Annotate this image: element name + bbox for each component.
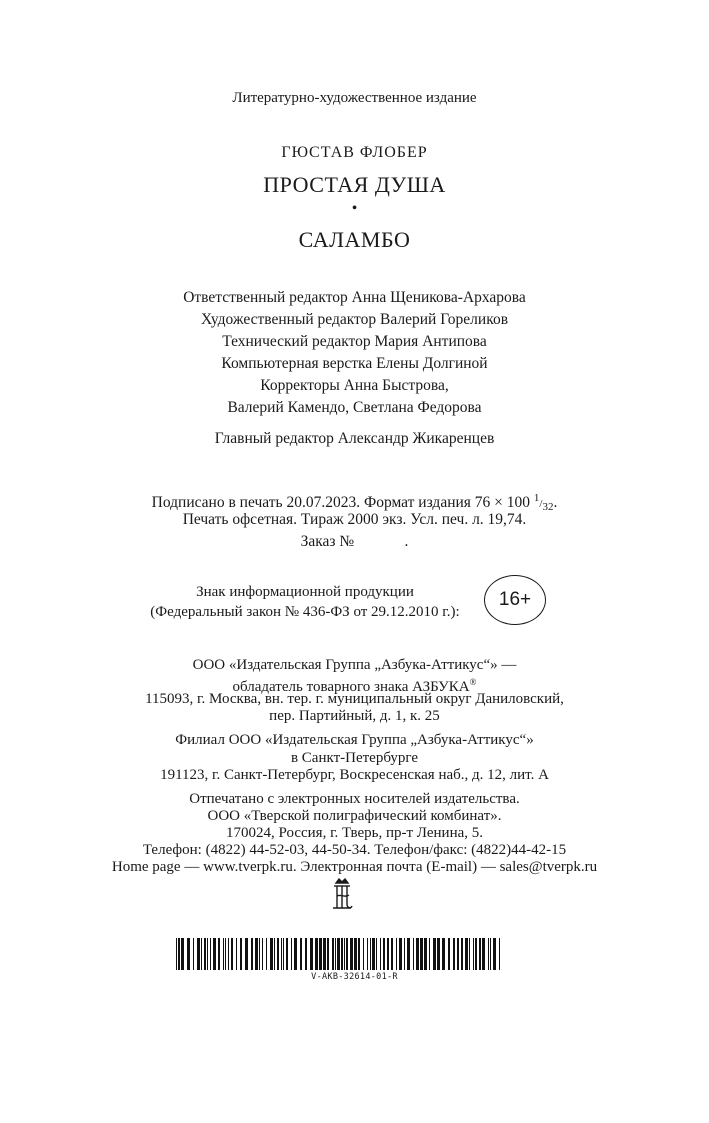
barcode-bar xyxy=(204,938,206,970)
imprint-line-2: Печать офсетная. Тираж 2000 экз. Усл. печ. л. 19,74. xyxy=(182,511,527,528)
proofreaders-line-1: Корректоры Анна Быстрова, xyxy=(260,377,449,394)
barcode-bar xyxy=(223,938,224,970)
barcode-bar xyxy=(327,938,329,970)
barcode-bar xyxy=(187,938,190,970)
barcode-bar xyxy=(420,938,423,970)
barcode-bar xyxy=(197,938,200,970)
barcode-bar xyxy=(433,938,436,970)
printer-contacts: Home page — www.tverpk.ru. Электронная почта (E-mail) — sales@tverpk.ru xyxy=(111,859,598,875)
barcode-bar xyxy=(341,938,343,970)
barcode-bar xyxy=(274,938,275,970)
barcode xyxy=(176,938,504,970)
barcode-bar xyxy=(465,938,468,970)
technical-editor: Технический редактор Мария Антипова xyxy=(222,333,487,350)
barcode-bar xyxy=(350,938,353,970)
printer-address: 170024, Россия, г. Тверь, пр-т Ленина, 5. xyxy=(226,825,483,841)
barcode-bar xyxy=(210,938,211,970)
imprint-line-1: Подписано в печать 20.07.2023. Формат издания 76 × 100 $^1/_{32}$. xyxy=(151,492,558,513)
barcode-bar xyxy=(399,938,402,970)
barcode-bar xyxy=(457,938,459,970)
barcode-bar xyxy=(305,938,307,970)
barcode-bar xyxy=(335,938,336,970)
age-rating-line-2: (Федеральный закон № 436-ФЗ от 29.12.2010 г.): xyxy=(150,604,460,620)
barcode-bar xyxy=(228,938,229,970)
barcode-bar xyxy=(490,938,491,970)
barcode-bar xyxy=(437,938,440,970)
barcode-bar xyxy=(240,938,242,970)
barcode-bar xyxy=(201,938,202,970)
barcode-bar xyxy=(383,938,385,970)
branch-line-1: Филиал ООО «Издательская Группа „Азбука-Аттикус“» xyxy=(175,732,534,748)
barcode-bar xyxy=(236,938,237,970)
publisher-address-1: 115093, г. Москва, вн. тер. г. муниципальный округ Даниловский, xyxy=(145,691,564,707)
barcode-bar xyxy=(337,938,340,970)
order-number: Заказ № . xyxy=(300,533,409,550)
barcode-bar xyxy=(283,938,284,970)
barcode-bar xyxy=(286,938,288,970)
barcode-label: V-AKB-32614-01-R xyxy=(311,972,398,982)
barcode-bar xyxy=(176,938,177,970)
branch-line-2: в Санкт-Петербурге xyxy=(290,750,419,766)
barcode-bar xyxy=(281,938,282,970)
barcode-bar xyxy=(416,938,419,970)
printer-line-1: Отпечатано с электронных носителей издательства. xyxy=(189,791,520,807)
barcode-bar xyxy=(259,938,260,970)
barcode-bar xyxy=(181,938,184,970)
executive-editor: Ответственный редактор Анна Щеникова-Архарова xyxy=(183,289,526,306)
barcode-bar xyxy=(344,938,345,970)
barcode-bar xyxy=(370,938,371,970)
barcode-bar xyxy=(396,938,397,970)
barcode-bar xyxy=(407,938,410,970)
format-fraction-denominator: 32 xyxy=(542,501,554,513)
barcode-bar xyxy=(391,938,393,970)
barcode-bar xyxy=(323,938,326,970)
barcode-bar xyxy=(482,938,485,970)
barcode-bar xyxy=(475,938,477,970)
barcode-bar xyxy=(218,938,220,970)
genre-line: Литературно-художественное издание xyxy=(232,90,477,106)
printer-line-2: ООО «Тверской полиграфический комбинат». xyxy=(207,808,502,824)
barcode-bar xyxy=(213,938,216,970)
barcode-bar xyxy=(315,938,318,970)
barcode-bar xyxy=(413,938,414,970)
imprint-line-1-text: Подписано в печать 20.07.2023. Формат издания 76 × 100 xyxy=(151,494,531,511)
proofreaders-line-2: Валерий Камендо, Светлана Федорова xyxy=(227,399,482,416)
publisher-trademark: обладатель товарного знака АЗБУКА xyxy=(232,679,470,695)
chief-editor: Главный редактор Александр Жикаренцев xyxy=(214,430,495,447)
barcode-bar xyxy=(453,938,455,970)
barcode-bar xyxy=(404,938,405,970)
barcode-bar xyxy=(499,938,500,970)
barcode-bar xyxy=(473,938,474,970)
barcode-bar xyxy=(178,938,180,970)
format-fraction-numerator: 1 xyxy=(533,492,540,504)
barcode-bar xyxy=(255,938,258,970)
barcode-bar xyxy=(448,938,450,970)
barcode-bar xyxy=(387,938,389,970)
author-name: ГЮСТАВ ФЛОБЕР xyxy=(281,144,428,161)
barcode-bar xyxy=(332,938,334,970)
barcode-bar xyxy=(251,938,253,970)
barcode-bar xyxy=(358,938,360,970)
barcode-bar xyxy=(277,938,279,970)
registered-mark: ® xyxy=(469,677,477,687)
barcode-bar xyxy=(442,938,445,970)
branch-address: 191123, г. Санкт-Петербург, Воскресенская наб., д. 12, лит. А xyxy=(160,767,549,783)
barcode-bar xyxy=(429,938,430,970)
barcode-bar xyxy=(372,938,375,970)
barcode-bar xyxy=(291,938,292,970)
barcode-bar xyxy=(294,938,297,970)
barcode-bar xyxy=(346,938,348,970)
age-rating-block xyxy=(0,575,709,625)
printer-logo-icon xyxy=(330,878,354,912)
barcode-bar xyxy=(207,938,208,970)
age-rating-badge: 16+ xyxy=(484,575,546,625)
barcode-bar xyxy=(376,938,377,970)
art-editor: Художественный редактор Валерий Гореликов xyxy=(200,311,509,328)
barcode-bar xyxy=(354,938,357,970)
barcode-bar xyxy=(266,938,267,970)
title-separator: • xyxy=(351,200,358,217)
barcode-bar xyxy=(193,938,194,970)
barcode-bar xyxy=(380,938,381,970)
barcode-bar xyxy=(461,938,463,970)
age-rating-text xyxy=(130,582,480,622)
publisher-line-1: ООО «Издательская Группа „Азбука-Аттикус“» — xyxy=(192,657,517,673)
age-rating-line-1: Знак информационной продукции xyxy=(196,584,414,600)
barcode-bar xyxy=(310,938,313,970)
barcode-bar xyxy=(488,938,489,970)
barcode-bar xyxy=(367,938,368,970)
book-title-1: ПРОСТАЯ ДУША xyxy=(263,172,446,197)
barcode-bar xyxy=(225,938,226,970)
barcode-bar xyxy=(424,938,427,970)
book-title-2: САЛАМБО xyxy=(298,227,411,252)
printer-phones: Телефон: (4822) 44-52-03, 44-50-34. Телефон/факс: (4822)44-42-15 xyxy=(142,842,567,858)
barcode-bar xyxy=(363,938,364,970)
publisher-address-2: пер. Партийный, д. 1, к. 25 xyxy=(269,708,440,724)
barcode-bar xyxy=(262,938,263,970)
barcode-bar xyxy=(231,938,233,970)
layout-credit: Компьютерная верстка Елены Долгиной xyxy=(221,355,488,372)
barcode-bar xyxy=(300,938,302,970)
barcode-bar xyxy=(493,938,496,970)
barcode-bar xyxy=(469,938,470,970)
barcode-bar xyxy=(479,938,481,970)
imprint-line-1-end: . xyxy=(553,494,558,511)
barcode-bar xyxy=(319,938,322,970)
barcode-bar xyxy=(270,938,273,970)
barcode-bar xyxy=(245,938,248,970)
